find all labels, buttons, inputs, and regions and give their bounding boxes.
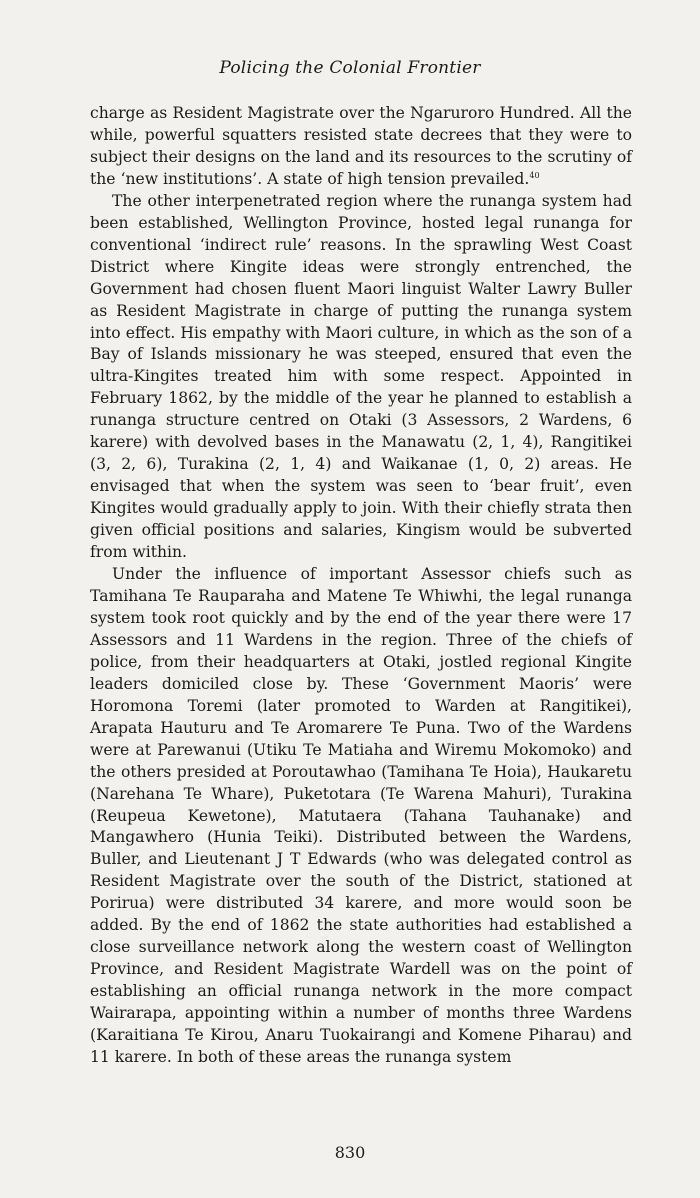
paragraph-1-text: charge as Resident Magistrate over the Ngaruroro Hundred. All the while, powerful squatters resisted state decrees that they were to subject their designs on the land and its resources to the scrutiny of the ‘new institutions’. A state of high tension prevailed. [90, 104, 632, 188]
paragraph-2: The other interpenetrated region where the runanga system had been established, Wellington Province, hosted legal runanga for conventional ‘indirect rule’ reasons. In the sprawling West Coast District where Kingite ideas were strongly entrenched, the Government had chosen fluent Maori linguist Walter Lawry Buller as Resident Magistrate in charge of putting the runanga system into effect. His empathy with Maori culture, in which as the son of a Bay of Islands missionary he was steeped, ensured that even the ultra-Kingites treated him with some respect. Appointed in February 1862, by the middle of the year he planned to establish a runanga structure centred on Otaki (3 Assessors, 2 Wardens, 6 karere) with devolved bases in the Manawatu (2, 1, 4), Rangitikei (3, 2, 6), Turakina (2, 1, 4) and Waikanae (1, 0, 2) areas. He envisaged that when the system was seen to ‘bear fruit’, even Kingites would gradually apply to join. With their chiefly strata then given official positions and salaries, Kingism would be subverted from within. [90, 191, 632, 562]
paragraph-3: Under the influence of important Assessor chiefs such as Tamihana Te Rauparaha and Matene Te Whiwhi, the legal runanga system took root quickly and by the end of the year there were 17 Assessors and 11 Wardens in the region. Three of the chiefs of police, from their headquarters at Otaki, jostled regional Kingite leaders domiciled close by. These ‘Government Maoris’ were Horomona Toremi (later promoted to Warden at Rangitikei), Arapata Hauturu and Te Aromarere Te Puna. Two of the Wardens were at Parewanui (Utiku Te Matiaha and Wiremu Mokomoko) and the others presided at Poroutawhao (Tamihana Te Hoia), Haukaretu (Narehana Te Whare), Puketotara (Te Warena Mahuri), Turakina (Reupeua Kewetone), Matutaera (Tahana Tauhanake) and Mangawhero (Hunia Teiki). Distributed between the Wardens, Buller, and Lieutenant J T Edwards (who was delegated control as Resident Magistrate over the south of the District, stationed at Porirua) were distributed 34 karere, and more would soon be added. By the end of 1862 the state authorities had established a close surveillance network along the western coast of Wellington Province, and Resident Magistrate Wardell was on the point of establishing an official runanga network in the more compact Wairarapa, appointing within a number of months three Wardens (Karaitiana Te Kirou, Anaru Tuokairangi and Komene Piharau) and 11 karere. In both of these areas the runanga system [90, 565, 632, 1066]
paragraph-1 [90, 103, 632, 191]
body-text [90, 103, 632, 1069]
footnote-marker[interactable]: 40 [529, 170, 540, 180]
running-head: Policing the Colonial Frontier [219, 58, 481, 78]
page-number: 830 [334, 1143, 366, 1162]
